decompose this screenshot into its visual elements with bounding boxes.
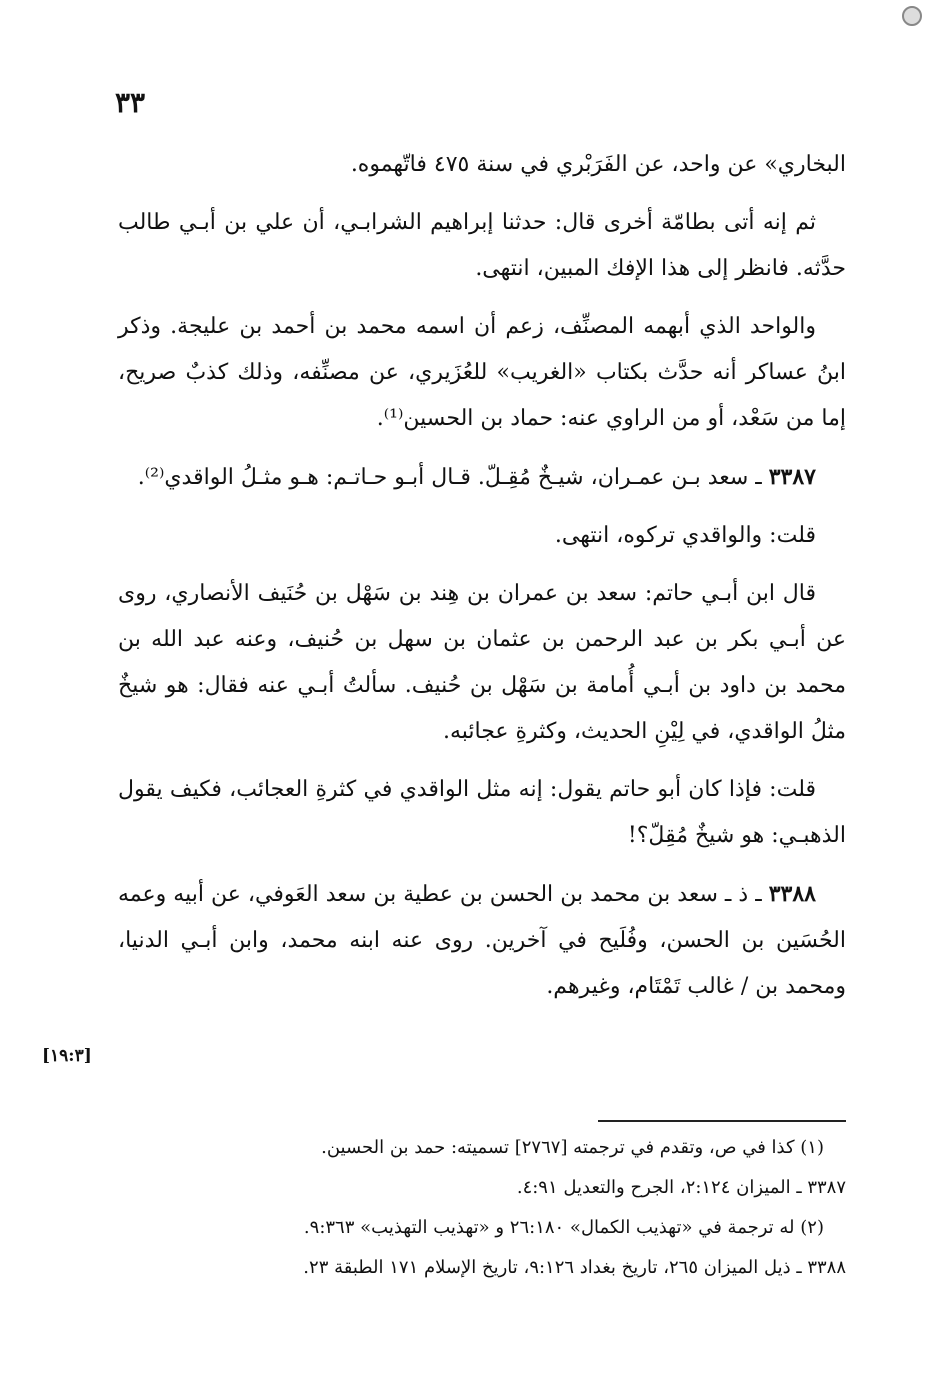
footnote: ٣٣٨٧ ـ الميزان ٢:١٢٤، الجرح والتعديل ٤:٩١. <box>516 1177 846 1198</box>
entry-text: ـ ذ ـ سعد بن محمد بن الحسن بن عطية بن سعد العَوفي، عن أبيه وعمه الحُسَين بن الحسن، وفُلَيح في آخرين. روى عنه ابنه محمد، وابن أبـي الدنيا، ومحمد بن / غالب تَمْتَام، وغيرهم. <box>118 882 846 999</box>
paragraph: قلت: فإذا كان أبو حاتم يقول: إنه مثل الواقدي في كثرةِ العجائب، فكيف يقول الذهبـي: هو شيخٌ مُقِلّ؟! <box>118 777 846 848</box>
footnotes <box>140 1128 846 1288</box>
entry-paragraph <box>118 871 846 1010</box>
footnote: ٣٣٨٨ ـ ذيل الميزان ٢٦٥، تاريخ بغداد ٩:١٢٦، تاريخ الإسلام ١٧١ الطبقة ٢٣. <box>303 1257 846 1278</box>
footnote: (٢) له ترجمة في «تهذيب الكمال» ٢٦:١٨٠ و «تهذيب التهذيب» ٩:٣٦٣. <box>303 1217 824 1238</box>
paragraph: قلت: والواقدي تركوه، انتهى. <box>554 523 816 548</box>
margin-reference: [١٩:٣] <box>42 1046 92 1066</box>
paragraph: البخاري» عن واحد، عن الفَرَبْري في سنة ٤٧٥ فاتّهموه. <box>350 152 846 177</box>
paragraph: ثم إنه أتى بطامّة أخرى قال: حدثنا إبراهيم الشرابـي، أن علي بن أبـي طالب حدَّثه. فانظر إلى هذا الإفك المبين، انتهى. <box>118 210 846 281</box>
main-text <box>118 142 846 1022</box>
footnote-divider <box>598 1120 846 1122</box>
hole-punch-mark <box>902 6 922 26</box>
entry-number: ٣٣٨٧ <box>768 464 816 490</box>
paragraph: والواحد الذي أبهمه المصنِّف، زعم أن اسمه محمد بن أحمد بن عليجة. وذكر ابنُ عساكر أنه حدَّث بكتاب «الغريب» للعُزَيري، عن مصنِّفه، وذلك كذبٌ صريح، إما من سَعْد، أو من الراوي عنه: حماد بن الحسين⁽¹⁾. <box>118 314 846 431</box>
footnote: (١) كذا في ص، وتقدم في ترجمته [٢٧٦٧] تسميته: حمد بن الحسين. <box>321 1137 824 1158</box>
paragraph: قال ابن أبـي حاتم: سعد بن عمران بن هِند بن سَهْل بن حُنَيف الأنصاري، روى عن أبـي بكر بن عبد الرحمن بن عثمان بن سهل بن حُنيف، وعنه عبد الله بن محمد بن داود بن أبـي أُمامة بن سَهْل بن حُنيف. سألتُ أبـي عنه فقال: هو شيخٌ مثلُ الواقدي، في لِيْنِ الحديث، وكثرةِ عجائبه. <box>118 581 846 744</box>
entry-number: ٣٣٨٨ <box>768 881 816 907</box>
page-number: ٣٣ <box>115 86 146 119</box>
entry-text: ـ سعد بـن عمـران، شيـخٌ مُقِـلّ. قـال أبـو حـاتـم: هـو مثـلُ الواقدي⁽²⁾. <box>137 465 769 490</box>
entry-paragraph <box>118 454 846 501</box>
